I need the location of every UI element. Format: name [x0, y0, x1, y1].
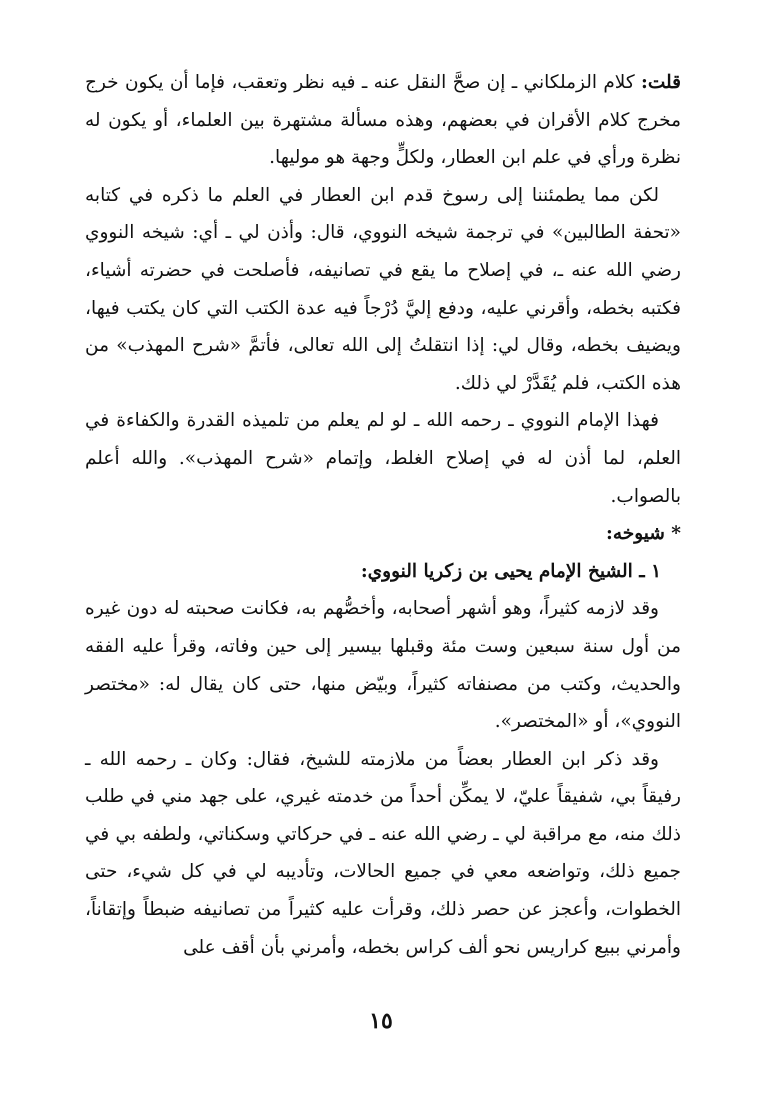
paragraph-1-text: كلام الزملكاني ـ إن صحَّ النقل عنه ـ فيه نظر وتعقب، فإما أن يكون خرج مخرج كلام الأقران في بعضهم، وهذه مسألة مشتهرة بين العلماء، أو يكون له نظرة ورأي في علم ابن العطار، ولكلٍّ وجهة هو موليها.	[85, 72, 681, 169]
page-body	[85, 64, 681, 966]
paragraph-1-lead: قلت:	[641, 72, 681, 93]
paragraph-3: فهذا الإمام النووي ـ رحمه الله ـ لو لم يعلم من تلميذه القدرة والكفاءة في العلم، لما أذن له في إصلاح الغلط، وإتمام «شرح المهذب». والله أعلم بالصواب.	[85, 410, 681, 507]
paragraph-5: وقد ذكر ابن العطار بعضاً من ملازمته للشيخ، فقال: وكان ـ رحمه الله ـ رفيقاً بي، شفيقاً عليّ، لا يمكِّن أحداً من خدمته غيري، على جهد مني في طلب ذلك منه، مع مراقبة لي ـ رضي الله عنه ـ في حركاتي وسكناتي، ولطفه بي في جميع ذلك، وتواضعه معي في جميع الحالات، وتأديبه لي في كل شيء، حتى الخطوات، وأعجز عن حصر ذلك، وقرأت عليه كثيراً من تصانيفه ضبطاً وإتقاناً، وأمرني ببيع كراريس نحو ألف كراس بخطه، وأمرني بأن أقف على	[85, 748, 681, 958]
page-number: ١٥	[369, 1008, 393, 1034]
paragraph-2: لكن مما يطمئننا إلى رسوخ قدم ابن العطار في العلم ما ذكره في كتابه «تحفة الطالبين» في ترجمة شيخه النووي، قال: وأذن لي ـ أي: شيخه النووي رضي الله عنه ـ، في إصلاح ما يقع في تصانيفه، فأصلحت في حضرته أشياء، فكتبه بخطه، وأقرني عليه، ودفع إليَّ دُرْجاً فيه عدة الكتب التي كان يكتب فيها، ويضيف بخطه، وقال لي: إذا انتقلتُ إلى الله تعالى، فأتمَّ «شرح المهذب» من هذه الكتب، فلم يُقَدَّرْ لي ذلك.	[85, 184, 681, 394]
paragraph-1	[85, 64, 681, 177]
paragraph-4: وقد لازمه كثيراً، وهو أشهر أصحابه، وأخصُّهم به، فكانت صحبته له دون غيره من أول سنة سبعين وست مئة وقبلها بيسير إلى حين وفاته، وقرأ عليه الفقه والحديث، وكتب من مصنفاته كثيراً، وبيّض منها، حتى كان يقال له: «مختصر النووي»، أو «المختصر».	[85, 598, 681, 733]
subheading-teacher-nawawi: ١ ـ الشيخ الإمام يحيى بن زكريا النووي:	[360, 560, 661, 582]
section-heading-teachers: * شيوخه:	[606, 523, 681, 545]
